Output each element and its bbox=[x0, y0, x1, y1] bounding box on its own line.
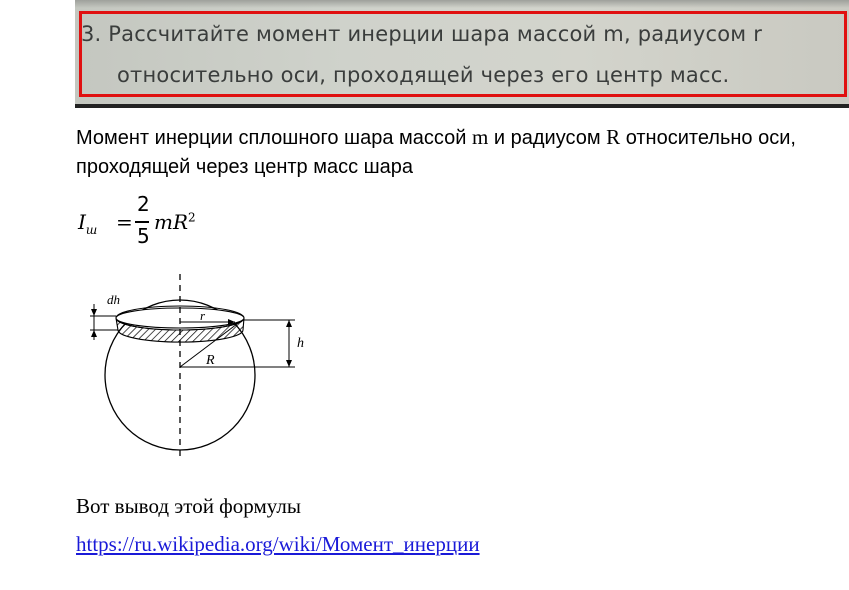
radius-symbol: R bbox=[606, 125, 621, 149]
dh-arrowhead-down bbox=[91, 309, 97, 316]
wikipedia-link[interactable]: https://ru.wikipedia.org/wiki/Момент_инерции bbox=[76, 532, 480, 556]
formula-subscript: ш bbox=[85, 223, 98, 237]
photo-shadow bbox=[75, 0, 849, 8]
label-r: r bbox=[200, 308, 206, 323]
fraction-bar bbox=[135, 221, 149, 223]
label-h: h bbox=[297, 336, 304, 351]
outro-text: Вот вывод этой формулы bbox=[76, 494, 301, 518]
description-paragraph bbox=[76, 123, 846, 182]
formula-i: I bbox=[78, 210, 86, 234]
h-arrowhead-down bbox=[286, 360, 292, 367]
task-photo bbox=[75, 0, 849, 108]
description-part-2: и радиусом bbox=[488, 127, 607, 149]
formula-exponent: 2 bbox=[188, 210, 196, 225]
description-part-1: Момент инерции сплошного шара массой bbox=[76, 127, 472, 149]
task-line-1: 3. Рассчитайте момент инерции шара массой m, радиусом r bbox=[81, 22, 763, 46]
h-arrowhead-up bbox=[286, 320, 292, 327]
dh-arrowhead-up bbox=[91, 330, 97, 337]
formula-denominator: 5 bbox=[137, 224, 150, 248]
formula-equals: = bbox=[116, 210, 133, 234]
formula-rhs bbox=[154, 210, 196, 234]
formula-mr: mR bbox=[154, 210, 189, 234]
formula-numerator: 2 bbox=[137, 192, 150, 216]
formula-lhs bbox=[78, 210, 97, 237]
mass-symbol: m bbox=[471, 125, 489, 149]
sphere-diagram bbox=[85, 272, 315, 462]
description-part-3: относительно оси, проходящей через центр масс шара bbox=[76, 127, 796, 178]
task-line-2: относительно оси, проходящей через его центр масс. bbox=[117, 63, 730, 87]
label-big-r: R bbox=[206, 353, 215, 368]
label-dh: dh bbox=[107, 292, 120, 307]
